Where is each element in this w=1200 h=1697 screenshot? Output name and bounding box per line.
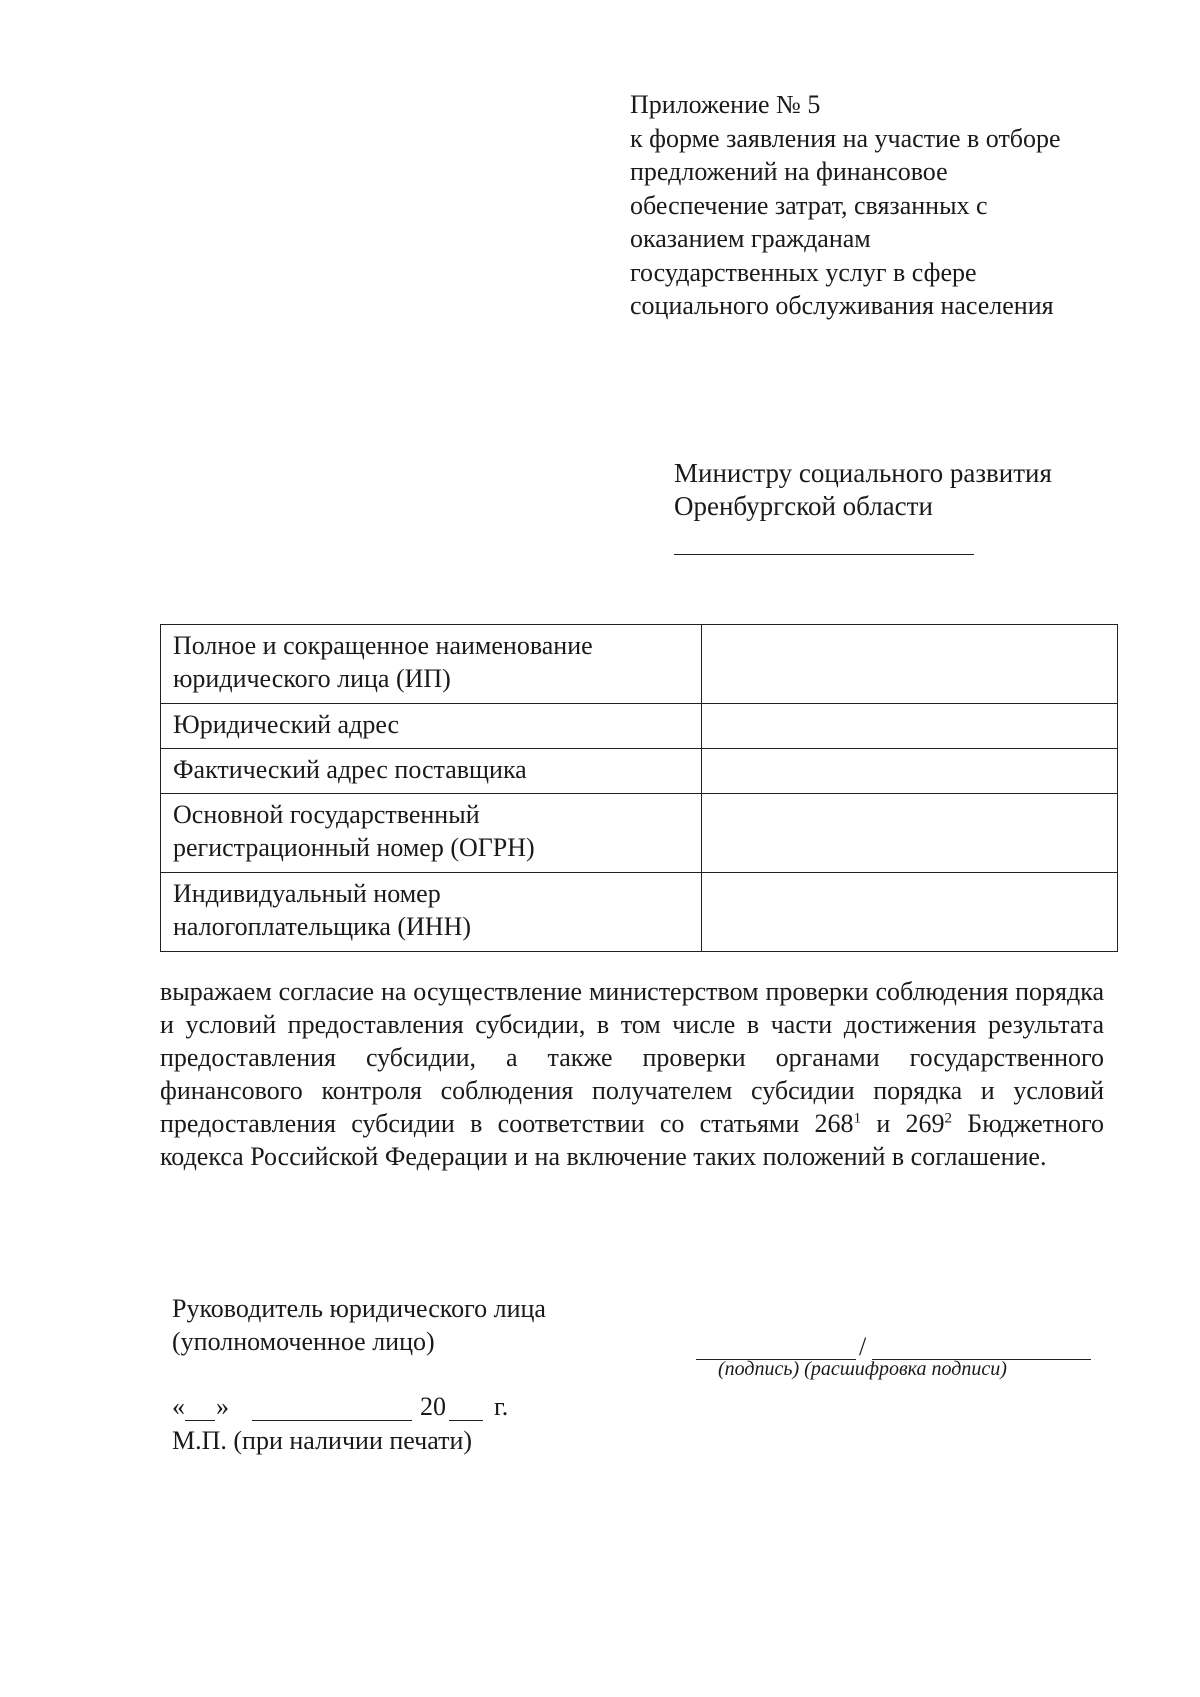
role-line-1: Руководитель юридического лица	[172, 1294, 546, 1323]
consent-text: Бюджетного кодекса Российской Федерации и на включение таких положений в соглашение.	[160, 1109, 1105, 1171]
appendix-line: к форме заявления на участие в отборе	[630, 123, 1061, 153]
appendix-header	[630, 88, 1150, 323]
month-blank[interactable]	[252, 1420, 412, 1421]
stamp-note: М.П. (при наличии печати)	[172, 1426, 473, 1455]
footnote-mark: 2	[944, 1110, 953, 1127]
date-open-quote: «	[172, 1392, 185, 1421]
row-label-inn	[161, 873, 702, 952]
year-suffix: г.	[494, 1392, 509, 1421]
date-close-quote: »	[216, 1392, 229, 1421]
value-cell-ogrn[interactable]	[702, 794, 1118, 873]
label-line: налогоплательщика (ИНН)	[173, 912, 472, 941]
value-cell-inn[interactable]	[702, 873, 1118, 952]
consent-paragraph	[160, 975, 1104, 1173]
appendix-line: оказанием гражданам	[630, 224, 871, 253]
table-row	[161, 704, 1118, 749]
addressee-blank-line[interactable]	[674, 554, 974, 555]
appendix-line: государственных услуг в сфере	[630, 257, 977, 287]
signature-caption: (подпись) (расшифровка подписи)	[718, 1358, 1007, 1380]
table-row	[161, 794, 1118, 873]
consent-text: выражаем согласие на осуществление министерством проверки соблюдения порядка и условий предоставления субсидии, в том числе в части достижения результата предоставления субсидии, а также проверки органами государственного финансового контроля соблюдения получателем субсидии порядка и условий предоставления субсидии в соответствии со статьями 268	[160, 977, 1104, 1138]
appendix-line: социального обслуживания населения	[630, 291, 1054, 320]
addressee-block	[674, 457, 1052, 523]
value-cell-legal-address[interactable]	[702, 704, 1118, 749]
appendix-line: предложений на финансовое	[630, 157, 948, 186]
row-label-actual-address	[161, 749, 702, 794]
year-prefix: 20	[420, 1392, 446, 1421]
role-line-2: (уполномоченное лицо)	[172, 1327, 435, 1356]
row-label-full-name	[161, 625, 702, 704]
day-blank[interactable]	[185, 1420, 215, 1421]
year-blank[interactable]	[449, 1420, 483, 1421]
table-row	[161, 749, 1118, 794]
label-line: Индивидуальный номер	[173, 879, 441, 908]
organization-info-table	[160, 624, 1118, 952]
value-cell-full-name[interactable]	[702, 625, 1118, 704]
label-line: Основной государственный	[173, 800, 480, 829]
addressee-line-1: Министру социального развития	[674, 458, 1052, 488]
signature-slash: /	[859, 1332, 867, 1361]
row-label-legal-address	[161, 704, 702, 749]
table-row	[161, 873, 1118, 952]
label-line: регистрационный номер (ОГРН)	[173, 833, 535, 862]
label-line: Юридический адрес	[173, 710, 400, 739]
signatory-role	[172, 1292, 546, 1358]
label-line: Фактический адрес поставщика	[173, 755, 527, 784]
table-row	[161, 625, 1118, 704]
footnote-mark: 1	[853, 1110, 862, 1127]
row-label-ogrn	[161, 794, 702, 873]
consent-text: и 269	[861, 1109, 945, 1138]
value-cell-actual-address[interactable]	[702, 749, 1118, 794]
date-field	[172, 1390, 532, 1424]
appendix-line: обеспечение затрат, связанных с	[630, 190, 988, 220]
label-line: юридического лица (ИП)	[173, 664, 451, 693]
appendix-line: Приложение № 5	[630, 90, 821, 119]
signature-field[interactable]	[696, 1326, 1091, 1360]
addressee-line-2: Оренбургской области	[674, 491, 933, 521]
label-line: Полное и сокращенное наименование	[173, 631, 593, 660]
